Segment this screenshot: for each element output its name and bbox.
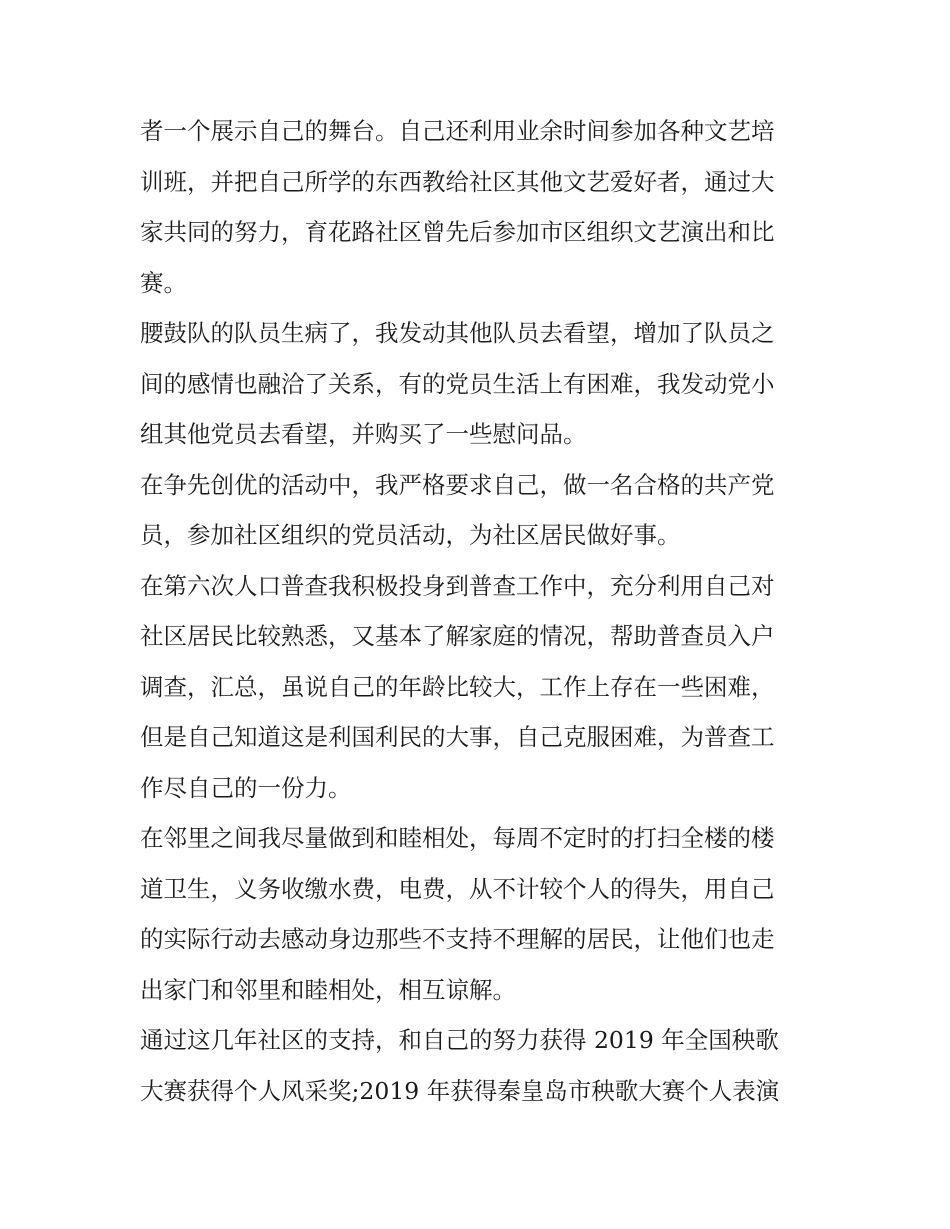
text-line: 在邻里之间我尽量做到和睦相处，每周不定时的打扫全楼的楼 — [140, 824, 775, 852]
text-line: 赛。 — [140, 268, 187, 297]
text-line: 间的感情也融洽了关系，有的党员生活上有困难，我发动党小 — [140, 369, 775, 398]
text-line: 训班，并把自己所学的东西教给社区其他文艺爱好者，通过大 — [140, 167, 775, 196]
text-line: 大赛获得个人风采奖;2019 年获得秦皇岛市秧歌大赛个人表演 — [140, 1076, 780, 1105]
text-line: 社区居民比较熟悉，又基本了解家庭的情况，帮助普查员入户 — [140, 622, 775, 650]
text-line: 调查，汇总，虽说自己的年龄比较大，工作上存在一些困难， — [140, 672, 775, 701]
text-line: 通过这几年社区的支持，和自己的努力获得 2019 年全国秧歌 — [140, 1026, 779, 1054]
text-line: 腰鼓队的队员生病了，我发动其他队员去看望，增加了队员之 — [140, 319, 775, 347]
text-line: 道卫生，义务收缴水费，电费，从不计较个人的得失，用自己 — [140, 874, 775, 903]
text-line: 家共同的努力，育花路社区曾先后参加市区组织文艺演出和比 — [140, 218, 775, 246]
text-line: 的实际行动去感动身边那些不支持不理解的居民，让他们也走 — [140, 925, 775, 953]
text-line: 者一个展示自己的舞台。自己还利用业余时间参加各种文艺培 — [140, 117, 775, 145]
text-line: 出家门和邻里和睦相处，相互谅解。 — [140, 975, 516, 1004]
text-line: 员，参加社区组织的党员活动，为社区居民做好事。 — [140, 521, 681, 549]
text-line: 在第六次人口普查我积极投身到普查工作中，充分利用自己对 — [140, 571, 775, 600]
text-line: 作尽自己的一份力。 — [140, 773, 352, 802]
text-line: 但是自己知道这是利国利民的大事，自己克服困难，为普查工 — [140, 723, 775, 751]
text-line: 在争先创优的活动中，我严格要求自己，做一名合格的共产党 — [140, 470, 775, 499]
text-line: 组其他党员去看望，并购买了一些慰问品。 — [140, 420, 587, 448]
document-body — [140, 106, 830, 1116]
